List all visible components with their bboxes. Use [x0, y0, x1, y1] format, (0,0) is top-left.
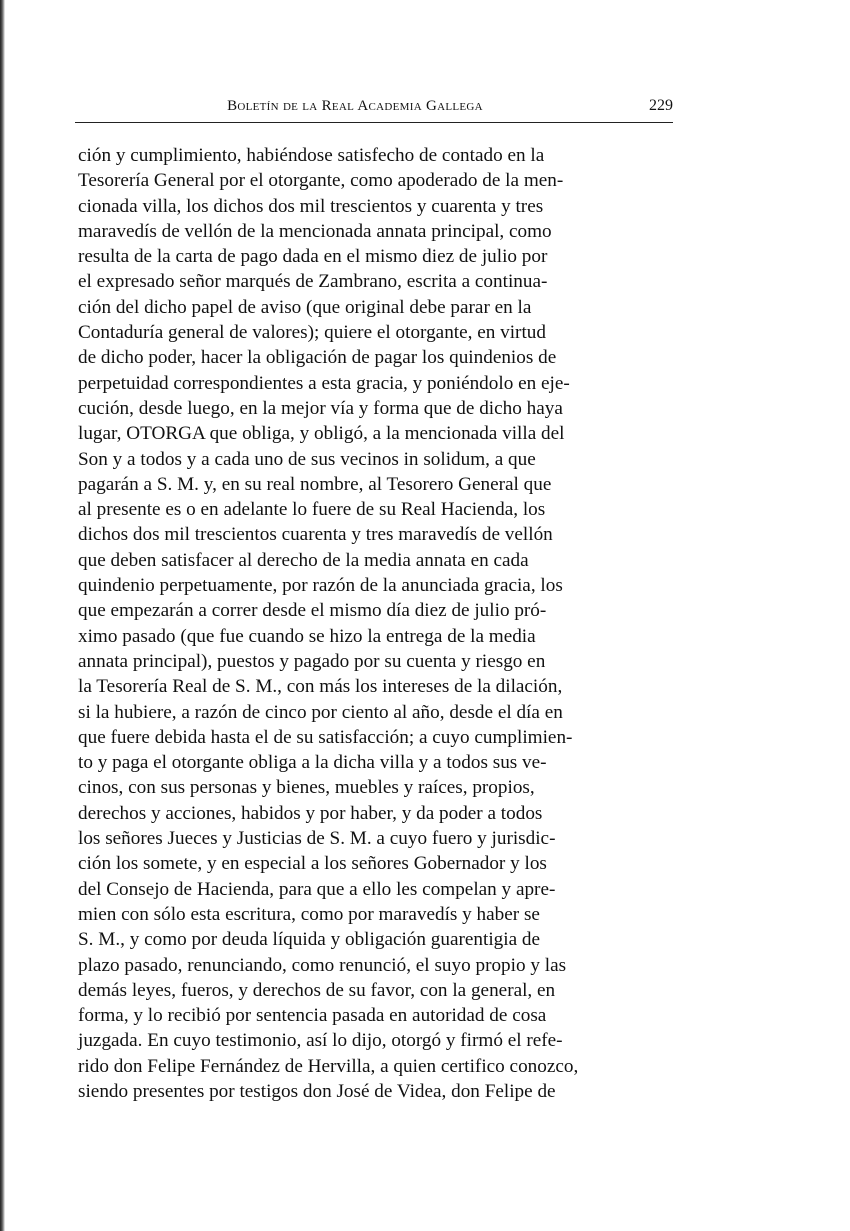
text-line: pagarán a S. M. y, en su real nombre, al Tesorero General que — [78, 473, 552, 495]
text-line: cionada villa, los dichos dos mil trescientos y cuarenta y tres — [78, 195, 544, 217]
text-line: ción y cumplimiento, habiéndose satisfecho de contado en la — [78, 145, 545, 166]
text-line: siendo presentes por testigos don José de Videa, don Felipe de — [78, 1080, 556, 1102]
text-line: to y paga el otorgante obliga a la dicha villa y a todos sus ve- — [78, 752, 547, 774]
text-line: dichos dos mil trescientos cuarenta y tres maravedís de vellón — [78, 524, 553, 546]
text-line: ción los somete, y en especial a los señores Gobernador y los — [78, 853, 547, 875]
text-line: lugar, OTORGA que obliga, y obligó, a la mencionada villa del — [78, 423, 565, 445]
text-line: quindenio perpetuamente, por razón de la anunciada gracia, los — [78, 575, 563, 597]
text-line: annata principal), puestos y pagado por su cuenta y riesgo en — [78, 650, 546, 672]
page-number: 229 — [649, 97, 673, 114]
text-line: que fuere debida hasta el de su satisfacción; a cuyo cumplimien- — [78, 726, 573, 748]
text-line: la Tesorería Real de S. M., con más los intereses de la dilación, — [78, 676, 563, 698]
text-line: plazo pasado, renunciando, como renunció, el suyo propio y las — [78, 954, 567, 976]
text-line: forma, y lo recibió por sentencia pasada en autoridad de cosa — [78, 1005, 547, 1027]
running-header — [75, 96, 673, 118]
text-line: resulta de la carta de pago dada en el mismo diez de julio por — [78, 246, 548, 268]
text-line: juzgada. En cuyo testimonio, así lo dijo, otorgó y firmó el refe- — [78, 1030, 563, 1052]
text-line: S. M., y como por deuda líquida y obligación guarentigia de — [78, 929, 540, 951]
text-line: ción del dicho papel de aviso (que original debe parar en la — [78, 296, 532, 318]
text-line: Tesorería General por el otorgante, como apoderado de la men- — [78, 170, 564, 192]
text-line: demás leyes, fueros, y derechos de su favor, con la general, en — [78, 979, 556, 1001]
scan-edge-shadow — [0, 0, 5, 1231]
text-line: cución, desde luego, en la mejor vía y forma que de dicho haya — [78, 397, 563, 419]
text-line: Contaduría general de valores); quiere el otorgante, en virtud — [78, 322, 546, 344]
body-text — [78, 143, 673, 1104]
text-line: perpetuidad correspondientes a esta gracia, y poniéndolo en eje- — [78, 372, 570, 394]
text-line: al presente es o en adelante lo fuere de su Real Hacienda, los — [78, 499, 546, 521]
text-line: que deben satisfacer al derecho de la media annata en cada — [78, 549, 529, 571]
text-line: que empezarán a correr desde el mismo día diez de julio pró- — [78, 600, 547, 622]
text-line: maravedís de vellón de la mencionada annata principal, como — [78, 220, 552, 242]
text-line: si la hubiere, a razón de cinco por ciento al año, desde el día en — [78, 701, 563, 723]
text-line: Son y a todos y a cada uno de sus vecinos in solidum, a que — [78, 448, 536, 470]
text-line: ximo pasado (que fue cuando se hizo la entrega de la media — [78, 625, 536, 647]
header-rule — [75, 122, 673, 123]
text-line: mien con sólo esta escritura, como por maravedís y haber se — [78, 903, 540, 925]
text-line: cinos, con sus personas y bienes, muebles y raíces, propios, — [78, 777, 535, 799]
text-line: derechos y acciones, habidos y por haber, y da poder a todos — [78, 802, 543, 824]
text-line: rido don Felipe Fernández de Hervilla, a quien certifico conozco, — [78, 1055, 579, 1077]
text-line: del Consejo de Hacienda, para que a ello les compelan y apre- — [78, 878, 556, 900]
text-line: los señores Jueces y Justicias de S. M. a cuyo fuero y jurisdic- — [78, 828, 556, 850]
text-line: el expresado señor marqués de Zambrano, escrita a continua- — [78, 271, 548, 293]
text-line: de dicho poder, hacer la obligación de pagar los quindenios de — [78, 347, 557, 369]
journal-title: Boletín de la Real Academia Gallega — [227, 98, 483, 114]
